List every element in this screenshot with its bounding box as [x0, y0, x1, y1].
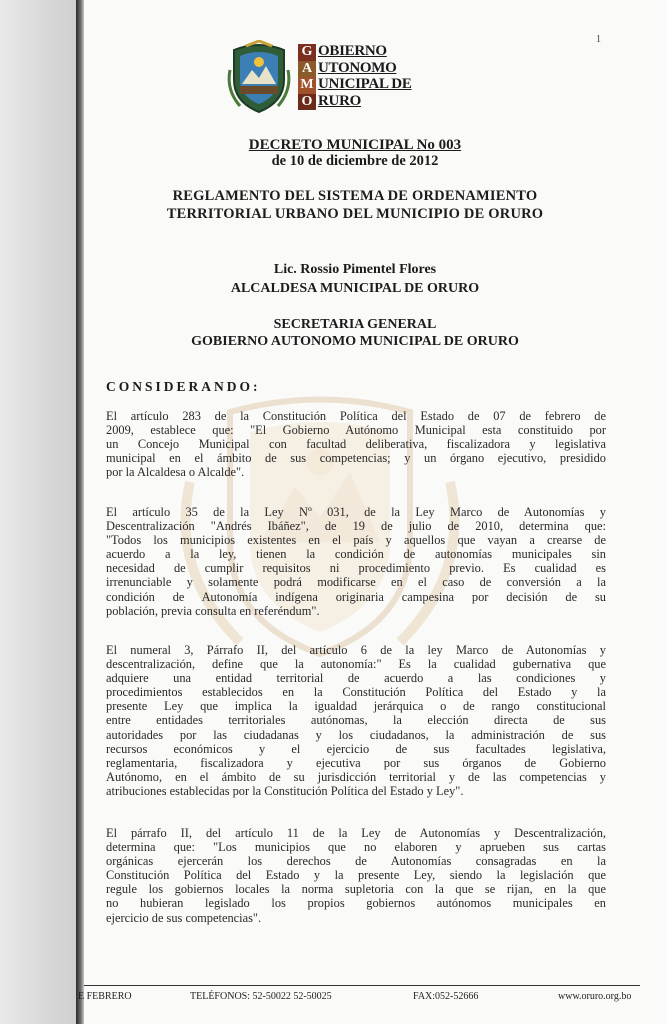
- paragraph-line: El numeral 3, Párrafo II, del artículo 6 de la ley Marco de Autonomías y: [106, 643, 606, 657]
- considerando-paragraph-3: [106, 643, 606, 798]
- paragraph-line: municipal en el ámbito de sus competencias; y un órgano ejecutivo, presidido: [106, 451, 606, 466]
- paragraph-line: reglamentaria, fiscalizadora y ejecutiva por sus órganos de Gobierno: [106, 755, 606, 770]
- paragraph-line: no hubieran legislado los propios gobiernos autónomos municipales en: [106, 896, 606, 911]
- institution-word-4: RURO: [318, 92, 361, 109]
- gamo-letter-g: G: [298, 44, 316, 61]
- paragraph-line: ejercicio de sus competencias".: [106, 910, 262, 925]
- institution-word-2: UTONOMO: [318, 59, 397, 76]
- paragraph-line: entre entidades territoriales autónomas, la elección directa de sus: [106, 713, 606, 728]
- decree-title: DECRETO MUNICIPAL No 003: [248, 137, 462, 153]
- paragraph-line: regule los gobiernos locales la norma supletoria con la que se rijan, en la que: [106, 882, 606, 897]
- paragraph-line: El párrafo II, del artículo 11 de la Ley de Autonomías y Descentralización,: [106, 826, 606, 840]
- paragraph-line: acuerdo a la ley, tienen la condición de autonomías municipales sin: [106, 547, 606, 562]
- paragraph-line: 2009, establece que: "El Gobierno Autónomo Municipal esta constituido por: [106, 423, 606, 438]
- gamo-letter-o: O: [298, 94, 316, 111]
- section-heading-considerando: CONSIDERANDO:: [106, 379, 261, 394]
- regulation-title-line-1: REGLAMENTO DEL SISTEMA DE ORDENAMIENTO: [172, 188, 538, 204]
- footer-address: E FEBRERO: [78, 991, 132, 1002]
- considerando-paragraph-2: [106, 505, 606, 618]
- secretariat-line-1: SECRETARIA GENERAL: [273, 317, 437, 332]
- regulation-title-line-2: TERRITORIAL URBANO DEL MUNICIPIO DE ORURO: [166, 206, 544, 222]
- footer-website: www.oruro.org.bo: [558, 991, 632, 1002]
- paragraph-line: procedimientos establecidos en la Constitución Política del Estado y la: [106, 685, 606, 700]
- considerando-paragraph-1: [106, 409, 606, 479]
- paragraph-line: por la Alcaldesa o Alcalde".: [106, 465, 245, 480]
- binding-strip: [0, 0, 78, 1024]
- paragraph-line: irrenunciable y solamente podrá modificarse en el caso de conversión a la: [106, 575, 606, 590]
- paragraph-line: descentralización, define que la autonomía:" Es la cualidad gubernativa que: [106, 657, 606, 672]
- authority-role: ALCALDESA MUNICIPAL DE ORURO: [230, 281, 480, 296]
- footer-fax: FAX:052-52666: [413, 991, 479, 1002]
- institution-name: [318, 43, 458, 109]
- binding-edge: [76, 0, 84, 1024]
- paragraph-line: condición de Autonomía indígena originaria campesina por decisión de su: [106, 589, 606, 604]
- paragraph-line: Constitución Política del Estado y la presente Ley, siendo la legislación que: [106, 868, 606, 883]
- decree-date: de 10 de diciembre de 2012: [271, 153, 439, 169]
- paragraph-line: Descentralización "Andrés Ibáñez", de 19 de julio de 2010, determina que:: [106, 519, 606, 534]
- paragraph-line: población, previa consulta en referéndum".: [106, 603, 320, 618]
- coat-of-arms-logo: [226, 40, 292, 114]
- authority-name: Lic. Rossio Pimentel Flores: [273, 262, 437, 277]
- paragraph-line: El artículo 283 de la Constitución Política del Estado de 07 de febrero de: [106, 409, 606, 423]
- secretariat-line-2: GOBIERNO AUTONOMO MUNICIPAL DE ORURO: [191, 334, 519, 349]
- paragraph-line: presente Ley que implica la igualdad jerárquica o de rango constitucional: [106, 699, 606, 714]
- paragraph-line: recursos económicos y el ejercicio de sus facultades legislativa,: [106, 741, 606, 756]
- considerando-paragraph-4: [106, 826, 606, 925]
- paragraph-line: atribuciones establecidas por la Constitución Política del Estado y Ley".: [106, 783, 464, 798]
- institution-word-3: UNICIPAL DE: [318, 76, 412, 92]
- institution-word-1: OBIERNO: [318, 43, 387, 59]
- paragraph-line: El artículo 35 de la Ley Nº 031, de la Ley Marco de Autonomías y: [106, 505, 606, 519]
- paragraph-line: un Concejo Municipal con facultad deliberativa, fiscalizadora y legislativa: [106, 437, 606, 452]
- page-number: 1: [596, 34, 601, 45]
- paragraph-line: orgánicas ejercerán los derechos de Autonomías consagradas en la: [106, 854, 606, 869]
- paragraph-line: "Todos los municipios existentes en el país y aquellos que vayan a crearse de: [106, 533, 606, 548]
- paragraph-line: determina que: "Los municipios que no elaboren y aprueben sus cartas: [106, 840, 606, 855]
- gamo-letter-m: M: [298, 77, 316, 94]
- footer-divider: [84, 985, 640, 986]
- footer-phones: TELÉFONOS: 52-50022 52-50025: [190, 991, 332, 1002]
- gamo-letter-block: [298, 44, 316, 110]
- paragraph-line: adquiere una entidad territorial de acuerdo a las condiciones y: [106, 671, 606, 686]
- paragraph-line: necesidad de cumplir requisitos ni procedimiento previo. Es cualidad es: [106, 561, 606, 576]
- gamo-letter-a: A: [298, 61, 316, 78]
- paragraph-line: autoridades por las ciudadanas y los ciudadanos, la administración de sus: [106, 727, 606, 742]
- paragraph-line: Autónomo, en el ámbito de su jurisdicción territorial y de las competencias y: [106, 769, 606, 784]
